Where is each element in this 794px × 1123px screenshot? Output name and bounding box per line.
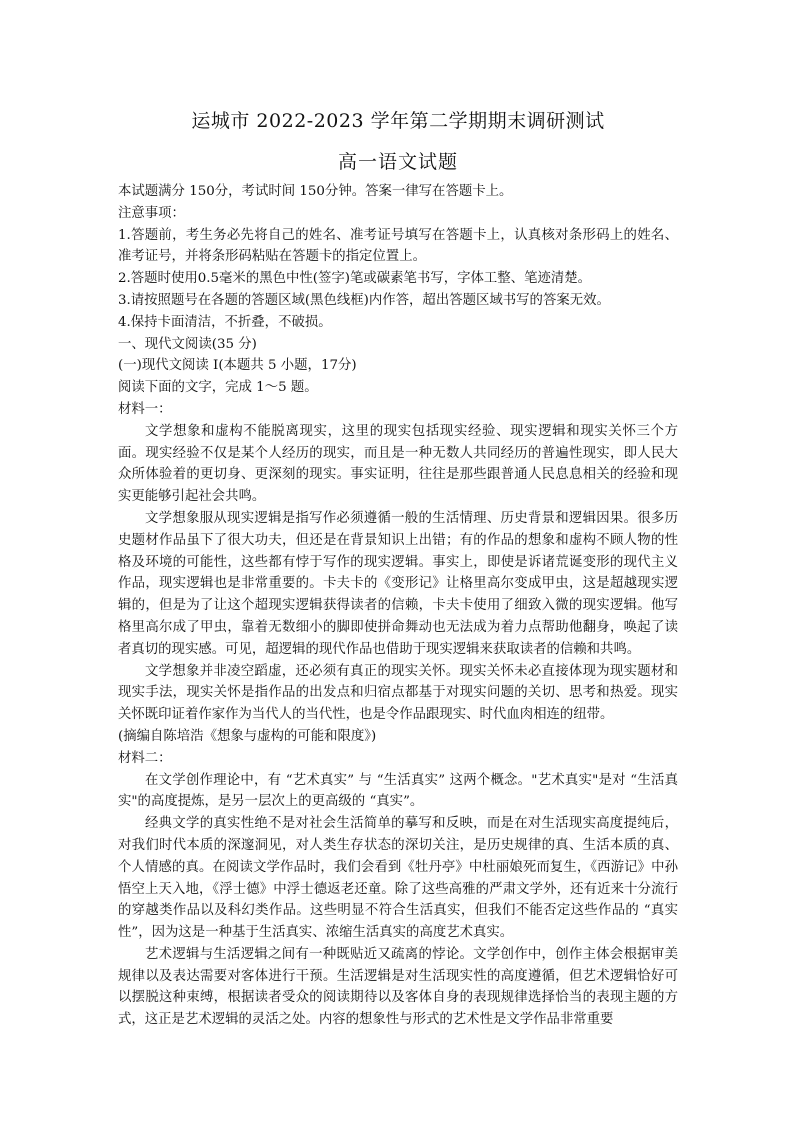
source-citation: (摘编自陈培浩《想象与虚构的可能和限度》)	[118, 728, 377, 744]
note-item: 2.答题时使用0.5毫米的黑色中性(签字)笔或碳素笔书写，字体工整、笔迹清楚。	[118, 271, 592, 287]
material-label: 材料一：	[118, 401, 172, 417]
material-label: 材料二：	[118, 750, 172, 766]
exam-body	[118, 181, 678, 1031]
note-item: 3.请按照题号在各题的答题区域(黑色线框)内作答，超出答题区域书写的答案无效。	[118, 292, 610, 308]
notes-heading: 注意事项：	[118, 205, 185, 221]
reading-instruction: 阅读下面的文字，完成 1～5 题。	[118, 380, 318, 396]
paragraph: 文学想象服从现实逻辑是指写作必须遵循一般的生活情理、历史背景和逻辑因果。很多历史题材作品虽下了很大功夫，但还是在背景知识上出错；有的作品的想象和虚构不顾人物的性格及环境的可能性，这些都有悖于写作的现实逻辑。事实上，即使是诉诸荒诞变形的现代主义作品，现实逻辑也是非常重要的。卡夫卡的《变形记》让格里高尔变成甲虫，这是超越现实逻辑的，但是为了让这个超现实逻辑获得读者的信赖，卡夫卡使用了细致入微的现实逻辑。他写格里高尔成了甲虫，靠着无数细小的脚即使拼命舞动也无法成为着力点帮助他翻身，唤起了读者真切的现实感。可见，超逻辑的现代作品也借助于现实逻辑来获取读者的信赖和共鸣。	[118, 510, 678, 657]
section-subheading: (一)现代文阅读 I(本题共 5 小题，17分)	[118, 358, 357, 374]
paragraph: 文学想象和虚构不能脱离现实，这里的现实包括现实经验、现实逻辑和现实关怀三个方面。现实经验不仅是某个人经历的现实，而且是一种无数人共同经历的普遍性现实，即人民大众所体验着的更切身、更深刻的现实。事实证明，往往是那些跟普通人民息息相关的经验和现实更能够引起社会共鸣。	[118, 423, 678, 505]
paragraph: 艺术逻辑与生活逻辑之间有一种既贴近又疏离的悖论。文学创作中，创作主体会根据审美规律以及表达需要对客体进行干预。生活逻辑是对生活现实性的高度遵循，但艺术逻辑恰好可以摆脱这种束缚，根据读者受众的阅读期待以及客体自身的表现规律选择恰当的表现主题的方式，这正是艺术逻辑的灵活之处。内容的想象性与形式的艺术性是文学作品非常重要	[118, 946, 678, 1028]
section-heading: 一、现代文阅读(35 分)	[118, 336, 257, 352]
exam-info: 本试题满分 150分，考试时间 150分钟。答案一律写在答题卡上。	[118, 184, 513, 199]
exam-title: 运城市 2022-2023 学年第二学期期末调研测试	[191, 110, 605, 132]
note-item: 4.保持卡面清洁，不折叠，不破损。	[118, 314, 332, 330]
paragraph: 在文学创作理论中，有 “艺术真实” 与 “生活真实” 这两个概念。"艺术真实"是对 “生活真实"的高度提炼，是另一层次上的更高级的 “真实”。	[118, 772, 678, 810]
exam-subtitle: 高一语文试题	[337, 151, 458, 173]
note-item: 1.答题前，考生务必先将自己的姓名、准考证号填写在答题卡上，认真核对条形码上的姓名、准考证号，并将条形码粘贴在答题卡的指定位置上。	[118, 227, 678, 265]
paragraph: 经典文学的真实性绝不是对社会生活简单的摹写和反映，而是在对生活现实高度提纯后，对我们时代本质的深邃洞见，对人类生存状态的深切关注，是历史规律的真、生活本质的真、个人情感的真。在阅读文学作品时，我们会看到《牡丹亭》中杜丽娘死而复生，《西游记》中孙悟空上天入地，《浮士德》中浮士德返老还童。除了这些高雅的严肃文学外，还有近来十分流行的穿越类作品以及科幻类作品。这些明显不符合生活真实，但我们不能否定这些作品的 “真实性”，因为这是一种基于生活真实、浓缩生活真实的高度艺术真实。	[118, 816, 678, 941]
paragraph: 文学想象并非凌空蹈虚，还必须有真正的现实关怀。现实关怀未必直接体现为现实题材和现实手法，现实关怀是指作品的出发点和归宿点都基于对现实问题的关切、思考和热爱。现实关怀既印证着作家作为当代人的当代性，也是令作品跟现实、时代血肉相连的纽带。	[118, 663, 678, 723]
